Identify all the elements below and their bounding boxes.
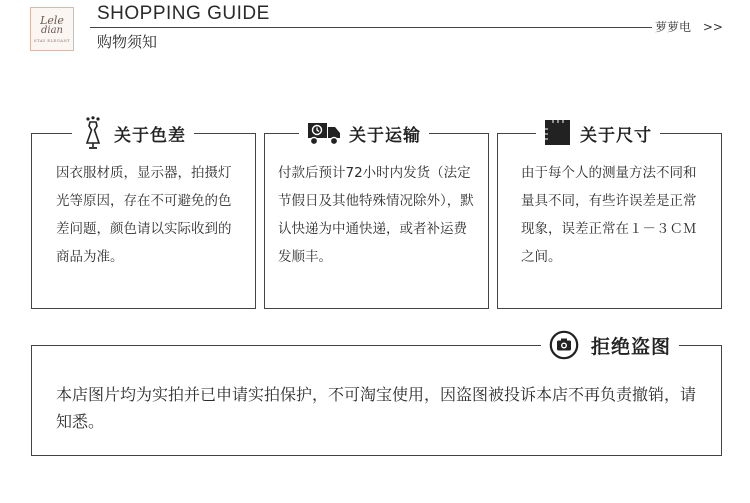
shipping-text: 付款后预计72小时内发货（法定节假日及其他特殊情况除外），默认快递为中通快递，或者补运费发顺丰。 [278, 165, 474, 265]
ruler-icon [544, 119, 572, 147]
more-arrow: >> [702, 20, 723, 34]
no-image-theft-header [541, 331, 679, 359]
brand-link[interactable] [655, 18, 723, 35]
size-header [536, 119, 660, 147]
logo-text-line1: Lele [40, 14, 64, 27]
mannequin-icon [80, 116, 106, 150]
size-text: 由于每个人的测量方法不同和量具不同，有些许误差是正常现象，误差正常在１－３ＣＭ之间。 [521, 165, 697, 265]
shipping-title: 关于运输 [349, 125, 421, 146]
camera-icon [549, 330, 579, 360]
logo-text-line2: dian [40, 25, 63, 36]
logo-text-line3: STAY ELEGANT [33, 38, 71, 43]
shipping-header [299, 119, 429, 147]
size-title: 关于尺寸 [580, 125, 652, 146]
delivery-truck-icon [307, 120, 341, 146]
color-difference-title: 关于色差 [114, 125, 186, 146]
page-title-english: SHOPPING GUIDE [97, 3, 270, 24]
header-divider [90, 27, 652, 28]
brand-name: 萝萝电 [655, 20, 692, 34]
no-image-theft-title: 拒绝盗图 [591, 335, 672, 358]
color-difference-text: 因衣服材质，显示器，拍摄灯光等原因，存在不可避免的色差问题，颜色请以实际收到的商品为准。 [56, 165, 232, 265]
no-image-theft-text: 本店图片均为实拍并已申请实拍保护，不可淘宝使用，因盗图被投诉本店不再负责撤销，请知悉。 [56, 385, 697, 431]
brand-logo [30, 7, 74, 51]
page-title-chinese: 购物须知 [97, 33, 158, 51]
color-difference-header [72, 119, 194, 147]
